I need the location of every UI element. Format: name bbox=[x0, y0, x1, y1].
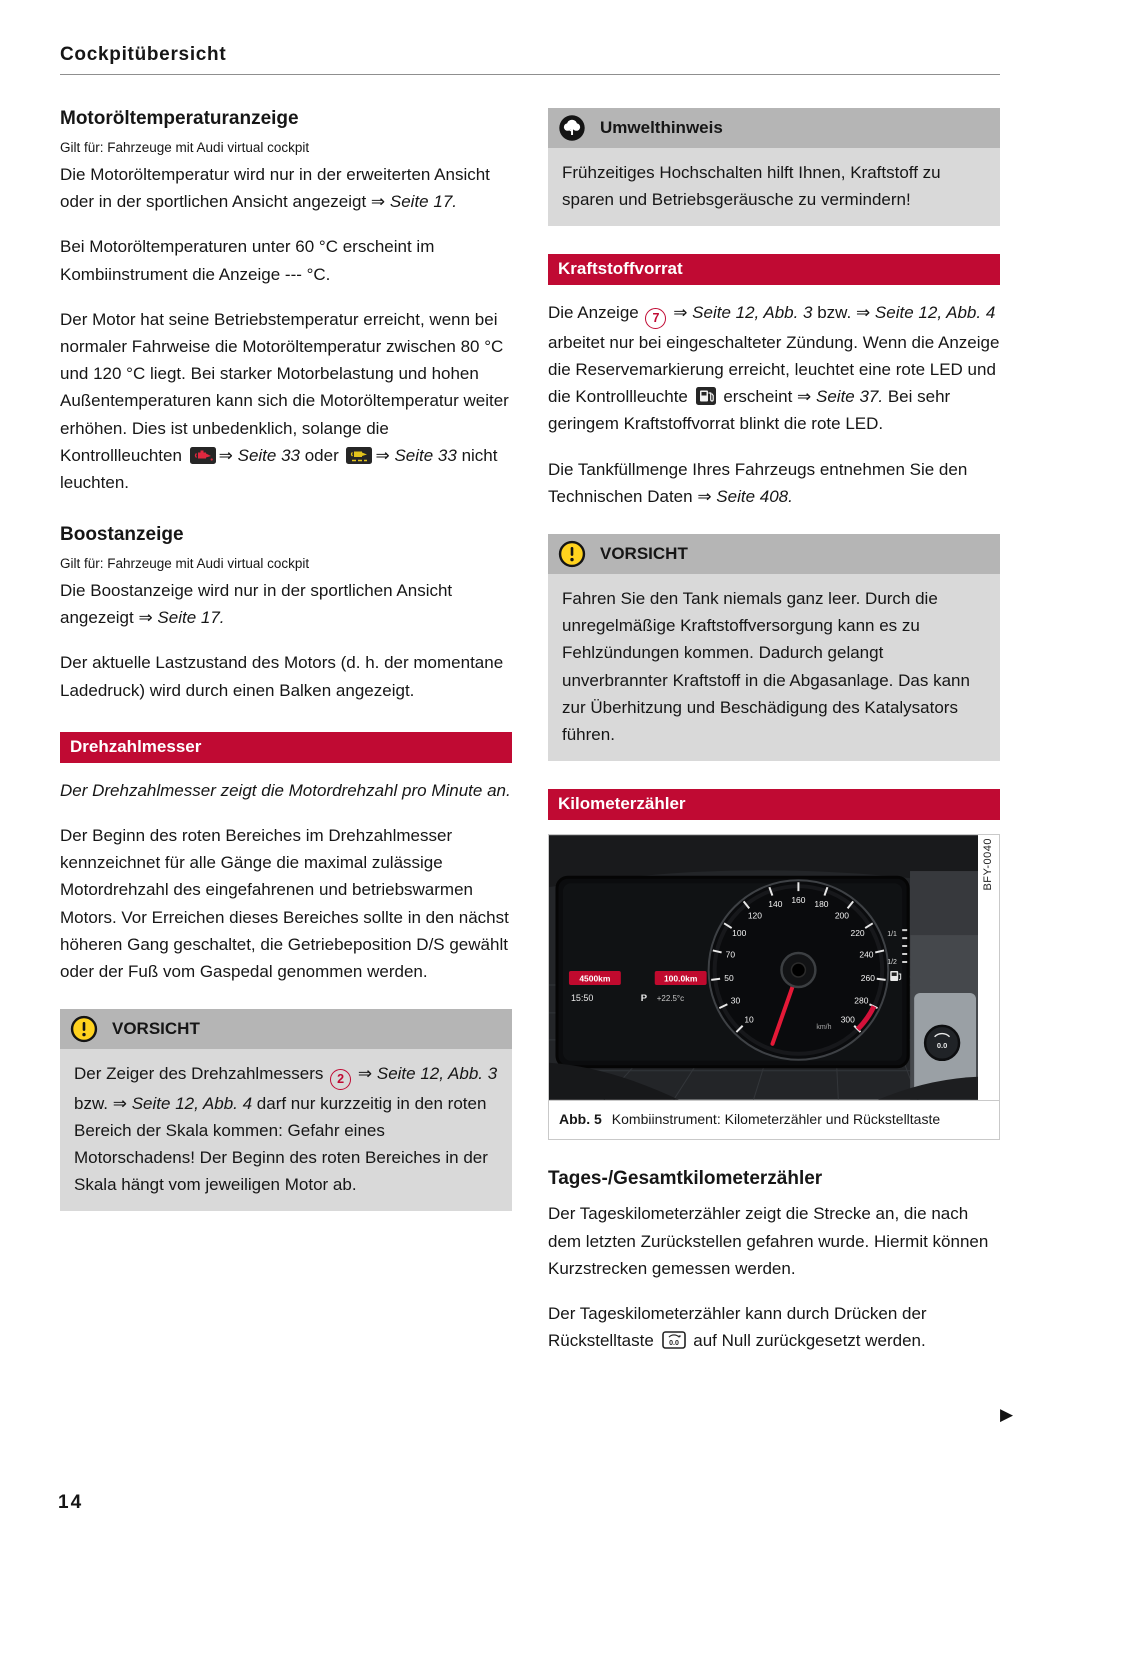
text-segment: Der Zeiger des Drehzahlmessers bbox=[74, 1064, 329, 1084]
callout-number: 7 bbox=[645, 308, 666, 329]
paragraph: Frühzeitiges Hochschalten hilft Ihnen, Kraftstoff zu sparen und Betriebsgeräusche zu vermindern! bbox=[562, 163, 941, 210]
heading-oil-temperature: Motoröltemperaturanzeige bbox=[60, 108, 299, 129]
cross-reference: ⇒ Seite 12, Abb. 4 bbox=[855, 303, 996, 323]
svg-text:0.0: 0.0 bbox=[936, 1040, 948, 1050]
text-segment: bzw. bbox=[812, 303, 856, 323]
caution-box-fuel bbox=[548, 534, 1000, 761]
paragraph: Fahren Sie den Tank niemals ganz leer. Durch die unregelmäßige Kraftstoffversorgung kann es zu Fehlzündungen kommen. Dadurch gelangt unverbrannter Kraftstoff in die Abgasanlage. Das kann zur Überhitzung und Beschädigung des Katalysators führen. bbox=[562, 589, 970, 744]
speedometer-gauge bbox=[709, 880, 889, 1060]
svg-text:240: 240 bbox=[859, 949, 874, 960]
svg-text:300: 300 bbox=[840, 1014, 855, 1025]
svg-text:260: 260 bbox=[860, 972, 875, 983]
svg-text:30: 30 bbox=[730, 995, 741, 1006]
paragraph bbox=[60, 577, 512, 631]
text-segment: oder bbox=[300, 445, 344, 465]
environment-tree-icon bbox=[558, 114, 586, 142]
paragraph bbox=[548, 456, 1000, 510]
svg-text:180: 180 bbox=[814, 899, 829, 910]
banner-tachometer: Drehzahlmesser bbox=[60, 732, 512, 763]
figure-caption-label: Abb. 5 bbox=[559, 1111, 602, 1128]
applies-note: Gilt für: Fahrzeuge mit Audi virtual cockpit bbox=[60, 140, 310, 155]
page-number: 14 bbox=[58, 1492, 84, 1513]
cross-reference: ⇒ Seite 33 bbox=[375, 445, 457, 465]
svg-text:10: 10 bbox=[744, 1014, 754, 1025]
figure-code-strip bbox=[978, 835, 999, 1100]
text-segment: arbeitet nur bei eingeschalteter Zündung. Wenn die Anzeige die Reservemarkierung erreicht, leuchtet eine rote LED und die Kontrollleuchte bbox=[548, 332, 1000, 407]
heading-trip-odometer: Tages-/Gesamtkilometerzähler bbox=[548, 1168, 823, 1190]
figure-caption bbox=[549, 1100, 999, 1139]
continuation-arrow: ▶ bbox=[1000, 1405, 1014, 1424]
gauge-unit-label: km/h bbox=[816, 1023, 832, 1031]
text-segment: auf Null zurückgesetzt werden. bbox=[688, 1331, 926, 1351]
paragraph: Bei Motoröltemperaturen unter 60 °C erscheint im Kombiinstrument die Anzeige --- °C. bbox=[60, 237, 435, 284]
text-segment: Die Motoröltemperatur wird nur in der erweiterten Ansicht oder in der sportlichen Ansicht angezeigt bbox=[60, 165, 490, 212]
paragraph: Der Tageskilometerzähler zeigt die Strecke an, die nach dem letzten Zurückstellen gefahren wurde. Hiermit können Kurzstrecken gemessen werden. bbox=[548, 1204, 989, 1278]
caution-body bbox=[548, 574, 1000, 761]
svg-text:+22.5°c: +22.5°c bbox=[656, 994, 685, 1004]
page-header-title: Cockpitübersicht bbox=[60, 44, 227, 65]
svg-text:1/1: 1/1 bbox=[887, 931, 897, 939]
text-segment: darf nur kurzzeitig in den roten Bereich der Skala kommen: Gefahr eines Motorschadens! Der Beginn des roten Bereiches in der Skala hängt vom jeweiligen Motor ab. bbox=[74, 1093, 488, 1195]
cross-reference: ⇒ Seite 17. bbox=[370, 192, 457, 212]
svg-text:100.0km: 100.0km bbox=[663, 973, 698, 984]
caution-body bbox=[60, 1049, 512, 1211]
caution-box-tachometer bbox=[60, 1009, 512, 1211]
svg-text:160: 160 bbox=[791, 895, 806, 906]
banner-odometer: Kilometerzähler bbox=[548, 789, 1000, 820]
header-divider bbox=[60, 74, 1000, 75]
paragraph bbox=[60, 161, 512, 215]
svg-text:15:50: 15:50 bbox=[570, 993, 594, 1004]
environment-note-box bbox=[548, 108, 1000, 226]
text-segment: Bei sehr geringem Kraftstoffvorrat blinkt die rote LED. bbox=[548, 387, 951, 434]
text-segment: Die Anzeige bbox=[548, 303, 644, 323]
right-column bbox=[548, 100, 1000, 1372]
left-column bbox=[60, 100, 512, 1233]
svg-text:120: 120 bbox=[747, 910, 762, 921]
reset-knob bbox=[925, 1026, 959, 1060]
text-segment: bzw. bbox=[74, 1093, 113, 1113]
environment-note-title: Umwelthinweis bbox=[600, 118, 723, 137]
svg-text:0.0: 0.0 bbox=[668, 1340, 679, 1348]
caution-box-header bbox=[548, 534, 1000, 574]
svg-text:50: 50 bbox=[724, 972, 734, 983]
svg-text:220: 220 bbox=[850, 927, 865, 938]
paragraph: Der aktuelle Lastzustand des Motors (d. h. der momentane Ladedruck) wird durch einen Balken angezeigt. bbox=[60, 653, 504, 700]
svg-text:70: 70 bbox=[725, 949, 736, 960]
cross-reference: ⇒ Seite 12, Abb. 4 bbox=[112, 1093, 253, 1113]
cross-reference: ⇒ Seite 33 bbox=[218, 445, 300, 465]
heading-boost: Boostanzeige bbox=[60, 524, 184, 546]
svg-text:140: 140 bbox=[768, 899, 783, 910]
paragraph bbox=[548, 1300, 1000, 1354]
figure-photo bbox=[549, 835, 999, 1100]
text-segment: nicht leuchten. bbox=[60, 445, 498, 492]
text-segment: Der Motor hat seine Betriebstemperatur erreicht, wenn bei normaler Fahrweise die Motoröltemperatur zwischen 80 °C und 120 °C liegt. Bei starker Motorbelastung und hohen Außentemperaturen kann sich die Motoröltemperatur weiter erhöhen. Dies ist unbedenklich, solange die Kontrollleuchten bbox=[60, 309, 509, 465]
paragraph: Der Beginn des roten Bereiches im Drehzahlmesser kennzeichnet für alle Gänge die maximal zulässige Motordrehzahl des eingefahrenen und betriebswarmen Motors. Vor Erreichen dieses Bereiches sollte in den nächst höheren Gang geschaltet, die Getriebeposition D/S gewählt oder der Fuß vom Gaspedal genommen werden. bbox=[60, 826, 509, 981]
oil-level-warning-icon bbox=[346, 447, 372, 464]
svg-text:1/2: 1/2 bbox=[887, 959, 897, 967]
svg-text:280: 280 bbox=[854, 995, 869, 1006]
cross-reference: ⇒ Seite 17. bbox=[138, 608, 225, 628]
banner-fuel: Kraftstoffvorrat bbox=[548, 254, 1000, 285]
svg-text:4500km: 4500km bbox=[579, 973, 611, 984]
text-segment: Die Boostanzeige wird nur in der sportlichen Ansicht angezeigt bbox=[60, 581, 453, 628]
caution-icon bbox=[70, 1015, 98, 1043]
reset-button-icon bbox=[662, 1331, 686, 1349]
caution-icon bbox=[558, 540, 586, 568]
instrument-cluster-photo bbox=[549, 835, 978, 1100]
lead-paragraph: Der Drehzahlmesser zeigt die Motordrehzahl pro Minute an. bbox=[60, 780, 511, 800]
text-segment: Der Tageskilometerzähler kann durch Drücken der Rückstelltaste bbox=[548, 1303, 927, 1351]
paragraph bbox=[60, 306, 512, 496]
svg-text:100: 100 bbox=[732, 927, 747, 938]
svg-text:200: 200 bbox=[834, 910, 849, 921]
caution-title: VORSICHT bbox=[112, 1019, 200, 1039]
paragraph bbox=[74, 1060, 498, 1198]
caution-box-header bbox=[60, 1009, 512, 1049]
environment-note-body bbox=[548, 148, 1000, 226]
cross-reference: ⇒ Seite 12, Abb. 3 bbox=[357, 1064, 498, 1084]
text-segment: Die Tankfüllmenge Ihres Fahrzeugs entnehmen Sie den Technischen Daten bbox=[548, 459, 968, 506]
paragraph bbox=[548, 299, 1000, 437]
svg-text:P: P bbox=[640, 993, 648, 1005]
figure-caption-text: Kombiinstrument: Kilometerzähler und Rückstelltaste bbox=[611, 1111, 941, 1128]
environment-note-header bbox=[548, 108, 1000, 148]
figure-instrument-cluster bbox=[548, 834, 1000, 1140]
text-segment: erscheint bbox=[718, 387, 798, 407]
cross-reference: ⇒ Seite 408. bbox=[697, 486, 793, 506]
callout-number: 2 bbox=[330, 1069, 351, 1090]
oil-pressure-warning-icon bbox=[190, 447, 216, 464]
fuel-pump-warning-icon bbox=[696, 387, 716, 405]
caution-title: VORSICHT bbox=[600, 544, 688, 563]
applies-note: Gilt für: Fahrzeuge mit Audi virtual cockpit bbox=[60, 556, 310, 572]
cross-reference: ⇒ Seite 12, Abb. 3 bbox=[673, 303, 813, 323]
cross-reference: ⇒ Seite 37. bbox=[797, 387, 884, 407]
figure-code: BFY-0040 bbox=[982, 838, 994, 891]
